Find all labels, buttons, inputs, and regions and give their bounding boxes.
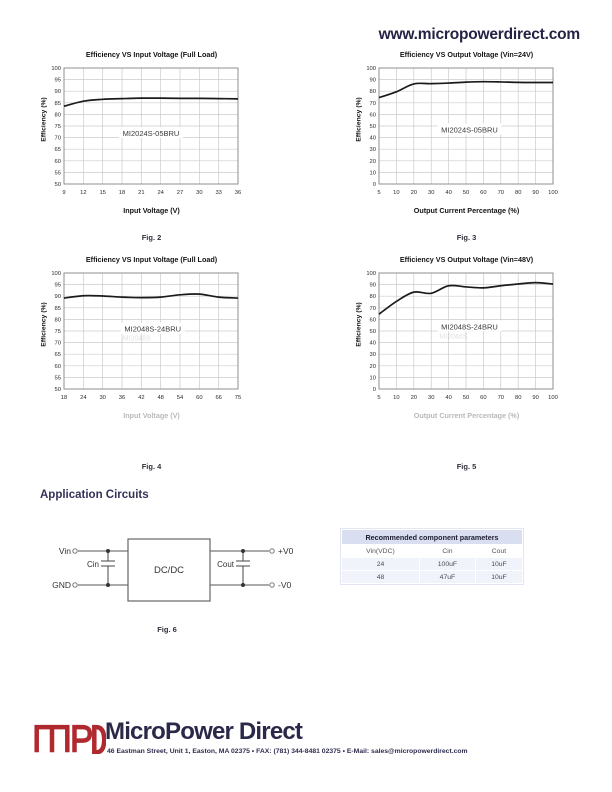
svg-text:50: 50 [369, 329, 376, 335]
chart-title: Efficiency VS Output Voltage (Vin=24V) [399, 50, 534, 59]
svg-text:75: 75 [234, 395, 242, 401]
svg-text:60: 60 [54, 158, 61, 165]
cout-label: Cout [217, 560, 234, 569]
svg-text:30: 30 [369, 147, 376, 154]
svg-text:12: 12 [80, 190, 87, 196]
table-title: Recommended component parameters [342, 530, 522, 544]
cin-label: Cin [86, 560, 99, 569]
application-circuits-heading: Application Circuits [40, 489, 149, 501]
svg-text:20: 20 [410, 395, 418, 401]
svg-text:60: 60 [480, 395, 487, 401]
svg-text:33: 33 [215, 190, 222, 196]
svg-text:90: 90 [369, 77, 376, 84]
figure-caption: Fig. 6 [157, 625, 177, 634]
svg-text:24: 24 [157, 190, 164, 196]
svg-text:95: 95 [54, 77, 61, 84]
svg-text:5: 5 [377, 395, 381, 401]
svg-text:100: 100 [548, 190, 558, 196]
svg-text:30: 30 [369, 352, 376, 359]
svg-text:95: 95 [54, 282, 61, 289]
y-axis-label: Efficiency (%) [355, 302, 363, 347]
chart-fig2 [30, 50, 290, 270]
svg-text:10: 10 [393, 395, 400, 401]
svg-text:24: 24 [80, 395, 87, 401]
x-axis-label: Input Voltage (V) [123, 411, 180, 420]
svg-text:54: 54 [176, 395, 184, 401]
table-row: 24 100uF 10uF [342, 558, 522, 570]
svg-text:36: 36 [118, 395, 126, 401]
svg-text:20: 20 [369, 158, 376, 165]
svg-text:21: 21 [138, 190, 145, 196]
svg-text:55: 55 [54, 170, 61, 177]
svg-text:18: 18 [60, 395, 68, 401]
table-row: 48 47uF 10uF [342, 571, 522, 583]
svg-text:27: 27 [176, 190, 184, 196]
y-axis-label: Efficiency (%) [355, 97, 363, 142]
figure-caption: Fig. 2 [141, 233, 162, 242]
fig5-plot [345, 267, 560, 417]
svg-text:9: 9 [62, 190, 66, 196]
svg-text:50: 50 [462, 395, 470, 401]
svg-text:60: 60 [369, 317, 376, 324]
footer-address: 46 Eastman Street, Unit 1, Easton, MA 02375 • FAX: (781) 344-8481 02375 • E-Mail: sales@micropowerdirect.com [107, 748, 468, 755]
svg-text:70: 70 [369, 100, 376, 107]
svg-text:50: 50 [54, 182, 61, 188]
vout-pos-label: +V0 [278, 546, 294, 556]
svg-text:MI2048S-24BRU: MI2048S-24BRU [441, 322, 498, 332]
svg-text:85: 85 [54, 305, 61, 312]
svg-text:50: 50 [369, 124, 376, 130]
svg-text:40: 40 [445, 395, 452, 401]
svg-text:30: 30 [99, 395, 106, 401]
svg-text:90: 90 [54, 294, 61, 301]
fig3-plot [345, 62, 560, 212]
svg-text:10: 10 [369, 170, 376, 177]
svg-text:MI2048S: MI2048S [122, 335, 151, 343]
svg-text:65: 65 [54, 352, 61, 359]
chart-fig4 [30, 255, 290, 475]
brand-name: MicroPower Direct [105, 718, 303, 745]
svg-text:50: 50 [462, 190, 470, 196]
svg-text:75: 75 [54, 124, 61, 130]
fig4-plot [30, 267, 245, 417]
col-vin: Vin(VDC) [342, 545, 419, 557]
svg-text:80: 80 [514, 395, 522, 401]
svg-text:100: 100 [366, 271, 376, 277]
svg-text:10: 10 [369, 375, 376, 382]
vout-neg-label: -V0 [278, 580, 292, 590]
dcdc-label: DC/DC [153, 565, 185, 576]
vin-label: Vin [58, 546, 71, 556]
col-cin: Cin [420, 545, 475, 557]
svg-text:100: 100 [366, 66, 376, 72]
x-axis-label: Output Current Percentage (%) [413, 206, 520, 215]
svg-text:66: 66 [215, 395, 222, 401]
svg-text:90: 90 [532, 190, 539, 196]
svg-text:70: 70 [54, 340, 61, 347]
svg-text:40: 40 [445, 190, 452, 196]
svg-text:20: 20 [369, 363, 376, 370]
y-axis-label: Efficiency (%) [40, 97, 48, 142]
svg-text:60: 60 [369, 112, 376, 119]
svg-text:30: 30 [427, 190, 435, 196]
svg-text:90: 90 [369, 282, 376, 289]
svg-text:15: 15 [99, 190, 106, 196]
svg-text:100: 100 [51, 271, 61, 277]
svg-text:70: 70 [497, 190, 505, 196]
table-header-row [342, 545, 522, 557]
svg-text:0: 0 [372, 182, 376, 188]
svg-text:60: 60 [196, 395, 203, 401]
svg-text:60: 60 [480, 190, 487, 196]
chart-fig5 [345, 255, 605, 475]
svg-text:100: 100 [548, 395, 558, 401]
svg-text:80: 80 [54, 317, 61, 324]
svg-text:55: 55 [54, 375, 61, 382]
gnd-label: GND [52, 580, 71, 590]
svg-text:80: 80 [369, 89, 376, 96]
svg-text:90: 90 [54, 89, 61, 96]
fig2-plot [30, 62, 245, 212]
svg-text:10: 10 [393, 190, 400, 196]
svg-text:5: 5 [377, 190, 381, 196]
chart-title: Efficiency VS Output Voltage (Vin=48V) [399, 255, 534, 264]
svg-text:MI2048S-24BRU: MI2048S-24BRU [124, 324, 182, 334]
svg-text:100: 100 [51, 66, 61, 72]
col-cout: Cout [476, 545, 522, 557]
svg-text:18: 18 [118, 190, 126, 196]
website-link[interactable]: www.micropowerdirect.com [378, 26, 580, 43]
svg-text:65: 65 [54, 147, 61, 154]
svg-text:42: 42 [138, 395, 145, 401]
svg-text:70: 70 [369, 305, 376, 312]
y-axis-label: Efficiency (%) [40, 302, 48, 347]
svg-text:MI2024S-05BRU: MI2024S-05BRU [441, 125, 498, 135]
svg-text:75: 75 [54, 329, 61, 335]
svg-text:80: 80 [514, 190, 522, 196]
x-axis-label: Output Current Percentage (%) [413, 411, 520, 420]
svg-text:90: 90 [532, 395, 539, 401]
figure-caption: Fig. 3 [456, 233, 477, 242]
svg-text:70: 70 [497, 395, 505, 401]
x-axis-label: Input Voltage (V) [123, 206, 180, 215]
svg-text:40: 40 [369, 340, 376, 347]
svg-text:30: 30 [196, 190, 203, 196]
svg-text:80: 80 [369, 294, 376, 301]
figure-caption: Fig. 4 [141, 462, 162, 471]
chart-fig3 [345, 50, 605, 270]
svg-text:20: 20 [410, 190, 418, 196]
svg-text:40: 40 [369, 135, 376, 142]
application-circuit-diagram [45, 528, 335, 643]
chart-title: Efficiency VS Input Voltage (Full Load) [85, 255, 218, 264]
svg-text:70: 70 [54, 135, 61, 142]
figure-caption: Fig. 5 [456, 462, 477, 471]
svg-text:MI2024S-05BRU: MI2024S-05BRU [122, 128, 180, 138]
svg-text:60: 60 [54, 363, 61, 370]
svg-text:50: 50 [54, 387, 61, 393]
svg-text:30: 30 [427, 395, 435, 401]
svg-text:80: 80 [54, 112, 61, 119]
svg-text:85: 85 [54, 100, 61, 107]
recommended-parameters-table [340, 528, 524, 585]
svg-text:36: 36 [234, 190, 242, 196]
svg-text:MI2048S: MI2048S [439, 333, 468, 341]
table-title-row [342, 530, 522, 544]
svg-text:0: 0 [372, 387, 376, 393]
chart-title: Efficiency VS Input Voltage (Full Load) [85, 50, 218, 59]
mpd-logo-icon [34, 720, 106, 754]
svg-text:48: 48 [157, 395, 164, 401]
circuit-schematic [45, 528, 325, 623]
